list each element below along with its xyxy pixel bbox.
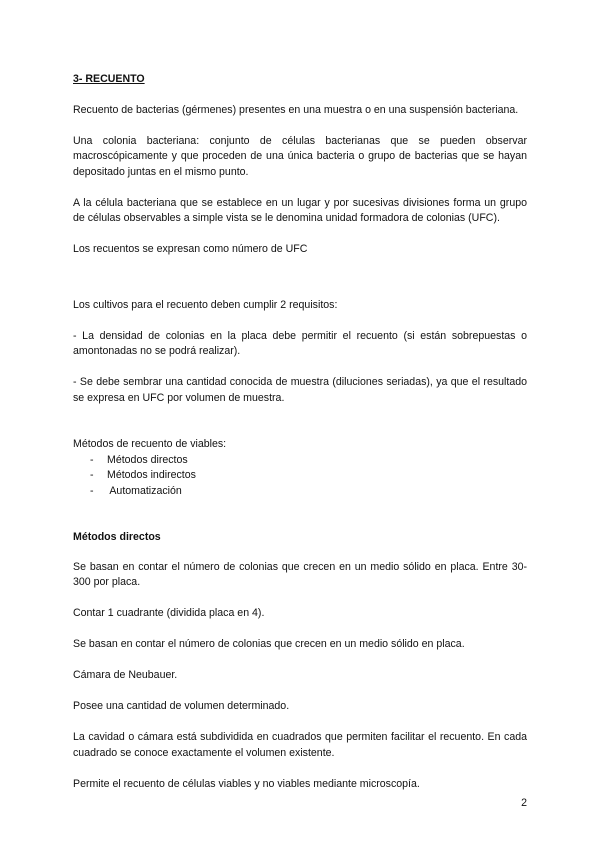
paragraph-direct-4: Cámara de Neubauer. xyxy=(73,669,178,681)
paragraph-colonia-definition: Una colonia bacteriana: conjunto de células bacterianas que se pueden observar macroscópicamente y que proceden de una única bacteria o grupo de bacterias que se hayan depositado juntas en el mismo punto. xyxy=(73,134,527,178)
list-dash: - xyxy=(90,469,94,481)
page-number: 2 xyxy=(521,797,527,809)
paragraph-ufc-definition: A la célula bacteriana que se establece en un lugar y por sucesivas divisiones forma un grupo de células observables a simple vista se le denomina unidad formadora de colonias (UFC). xyxy=(73,196,527,224)
list-item-label: Métodos directos xyxy=(107,453,188,466)
section-title: 3- RECUENTO xyxy=(73,73,145,85)
paragraph-metodos-intro: Métodos de recuento de viables: xyxy=(73,438,227,450)
paragraph-requisito-2: - Se debe sembrar una cantidad conocida de muestra (diluciones seriadas), ya que el resultado se expresa en UFC por volumen de muestra. xyxy=(73,376,527,404)
list-dash: - xyxy=(90,484,94,497)
paragraph-direct-7: Permite el recuento de células viables y no viables mediante microscopía. xyxy=(73,777,420,790)
list-item-label: Métodos indirectos xyxy=(107,469,196,481)
paragraph-direct-2: Contar 1 cuadrante (dividida placa en 4). xyxy=(73,607,265,619)
list-item-label: Automatización xyxy=(107,484,182,497)
paragraph-requisitos-intro: Los cultivos para el recuento deben cumplir 2 requisitos: xyxy=(73,298,338,311)
paragraph-direct-5: Posee una cantidad de volumen determinado. xyxy=(73,700,290,712)
list-item xyxy=(73,453,527,469)
paragraph-recuentos-ufc: Los recuentos se expresan como número de UFC xyxy=(73,243,308,255)
list-dash: - xyxy=(90,453,94,466)
methods-list xyxy=(73,453,527,500)
paragraph-recuento-definition: Recuento de bacterias (gérmenes) presentes en una muestra o en una suspensión bacteriana. xyxy=(73,103,519,116)
page-content xyxy=(73,72,527,808)
list-item xyxy=(73,484,527,500)
paragraph-direct-6: La cavidad o cámara está subdividida en cuadrados que permiten facilitar el recuento. En cada cuadrado se conoce exactamente el volumen existente. xyxy=(73,731,527,759)
paragraph-direct-1: Se basan en contar el número de colonias que crecen en un medio sólido en placa. Entre 30-300 por placa. xyxy=(73,560,527,588)
list-item xyxy=(73,468,527,484)
paragraph-direct-3: Se basan en contar el número de colonias que crecen en un medio sólido en placa. xyxy=(73,638,465,650)
paragraph-requisito-1: - La densidad de colonias en la placa debe permitir el recuento (si están sobrepuestas o amontonadas no se podrá realizar). xyxy=(73,329,527,357)
subsection-title: Métodos directos xyxy=(73,531,161,543)
